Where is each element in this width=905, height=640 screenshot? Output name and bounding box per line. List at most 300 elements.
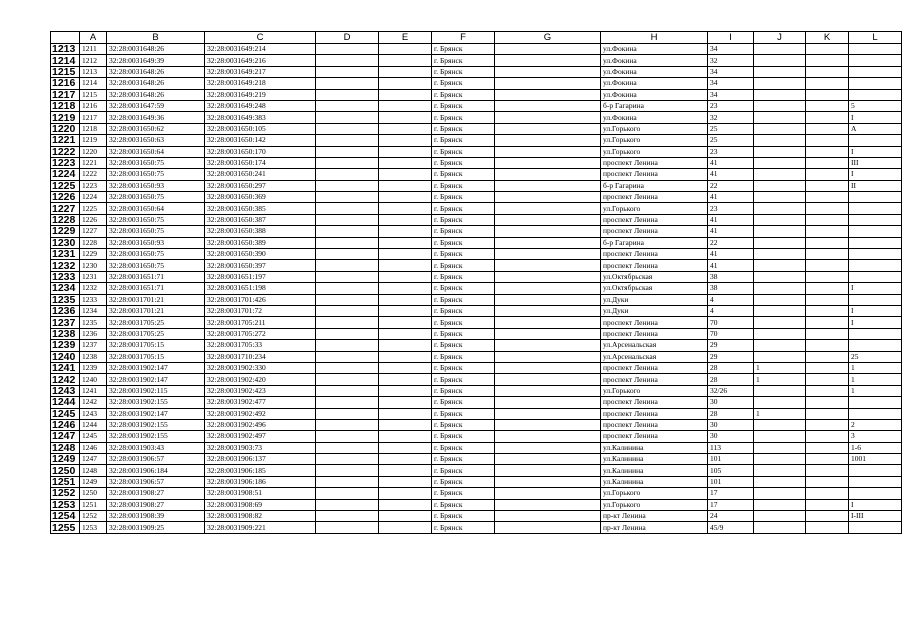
cell-i[interactable]: 45/9	[708, 522, 754, 533]
cell-a[interactable]: 1252	[80, 511, 107, 522]
cell-h[interactable]: ул.Фокина	[601, 55, 708, 66]
cell-e[interactable]	[379, 260, 432, 271]
cell-d[interactable]	[316, 397, 379, 408]
cell-k[interactable]	[806, 226, 849, 237]
cell-j[interactable]	[754, 237, 806, 248]
row-number[interactable]: 1240	[51, 351, 80, 362]
cell-d[interactable]	[316, 340, 379, 351]
cell-c[interactable]: 32:28:0031649:214	[205, 44, 316, 55]
cell-e[interactable]	[379, 305, 432, 316]
cell-l[interactable]: I	[849, 499, 902, 510]
cell-e[interactable]	[379, 317, 432, 328]
cell-b[interactable]: 32:28:0031902:147	[107, 374, 205, 385]
cell-b[interactable]: 32:28:0031650:75	[107, 260, 205, 271]
cell-l[interactable]	[849, 249, 902, 260]
cell-k[interactable]	[806, 89, 849, 100]
cell-e[interactable]	[379, 374, 432, 385]
cell-j[interactable]	[754, 100, 806, 111]
cell-f[interactable]: г. Брянск	[432, 157, 495, 168]
cell-d[interactable]	[316, 408, 379, 419]
cell-j[interactable]	[754, 55, 806, 66]
cell-k[interactable]	[806, 522, 849, 533]
column-header-k[interactable]: K	[806, 32, 849, 44]
cell-f[interactable]: г. Брянск	[432, 442, 495, 453]
cell-j[interactable]: 1	[754, 362, 806, 373]
cell-g[interactable]	[495, 305, 601, 316]
cell-b[interactable]: 32:28:0031650:75	[107, 169, 205, 180]
column-header-l[interactable]: L	[849, 32, 902, 44]
row-number[interactable]: 1218	[51, 100, 80, 111]
cell-e[interactable]	[379, 135, 432, 146]
cell-a[interactable]: 1236	[80, 328, 107, 339]
cell-k[interactable]	[806, 55, 849, 66]
cell-a[interactable]: 1222	[80, 169, 107, 180]
cell-d[interactable]	[316, 476, 379, 487]
cell-j[interactable]	[754, 78, 806, 89]
cell-f[interactable]: г. Брянск	[432, 89, 495, 100]
cell-d[interactable]	[316, 454, 379, 465]
cell-c[interactable]: 32:28:0031649:217	[205, 66, 316, 77]
cell-j[interactable]	[754, 442, 806, 453]
cell-h[interactable]: проспект Ленина	[601, 419, 708, 430]
cell-e[interactable]	[379, 157, 432, 168]
cell-c[interactable]: 32:28:0031902:330	[205, 362, 316, 373]
cell-c[interactable]: 32:28:0031902:420	[205, 374, 316, 385]
cell-e[interactable]	[379, 511, 432, 522]
cell-g[interactable]	[495, 362, 601, 373]
cell-l[interactable]: A	[849, 123, 902, 134]
cell-g[interactable]	[495, 499, 601, 510]
cell-g[interactable]	[495, 328, 601, 339]
cell-f[interactable]: г. Брянск	[432, 283, 495, 294]
cell-g[interactable]	[495, 135, 601, 146]
cell-h[interactable]: ул.Фокина	[601, 89, 708, 100]
row-number[interactable]: 1228	[51, 214, 80, 225]
cell-i[interactable]: 41	[708, 226, 754, 237]
cell-k[interactable]	[806, 511, 849, 522]
cell-j[interactable]	[754, 385, 806, 396]
row-number[interactable]: 1232	[51, 260, 80, 271]
column-header-j[interactable]: J	[754, 32, 806, 44]
cell-k[interactable]	[806, 271, 849, 282]
cell-l[interactable]: 1	[849, 374, 902, 385]
cell-c[interactable]: 32:28:0031902:477	[205, 397, 316, 408]
cell-a[interactable]: 1244	[80, 419, 107, 430]
cell-i[interactable]: 28	[708, 408, 754, 419]
cell-i[interactable]: 22	[708, 237, 754, 248]
cell-l[interactable]	[849, 192, 902, 203]
cell-h[interactable]: проспект Ленина	[601, 408, 708, 419]
cell-d[interactable]	[316, 351, 379, 362]
cell-k[interactable]	[806, 146, 849, 157]
cell-h[interactable]: ул.Калинина	[601, 454, 708, 465]
cell-j[interactable]: 1	[754, 374, 806, 385]
cell-i[interactable]: 38	[708, 271, 754, 282]
cell-a[interactable]: 1225	[80, 203, 107, 214]
cell-a[interactable]: 1247	[80, 454, 107, 465]
cell-f[interactable]: г. Брянск	[432, 180, 495, 191]
cell-i[interactable]: 25	[708, 123, 754, 134]
cell-k[interactable]	[806, 192, 849, 203]
cell-d[interactable]	[316, 123, 379, 134]
row-number[interactable]: 1216	[51, 78, 80, 89]
cell-i[interactable]: 30	[708, 419, 754, 430]
cell-h[interactable]: проспект Ленина	[601, 226, 708, 237]
cell-f[interactable]: г. Брянск	[432, 351, 495, 362]
cell-k[interactable]	[806, 488, 849, 499]
cell-f[interactable]: г. Брянск	[432, 260, 495, 271]
cell-k[interactable]	[806, 294, 849, 305]
row-number[interactable]: 1245	[51, 408, 80, 419]
cell-g[interactable]	[495, 100, 601, 111]
cell-c[interactable]: 32:28:0031649:219	[205, 89, 316, 100]
cell-l[interactable]: I	[849, 317, 902, 328]
row-number[interactable]: 1237	[51, 317, 80, 328]
cell-f[interactable]: г. Брянск	[432, 112, 495, 123]
cell-i[interactable]: 17	[708, 488, 754, 499]
cell-b[interactable]: 32:28:0031701:21	[107, 294, 205, 305]
cell-h[interactable]: ул.Горького	[601, 499, 708, 510]
cell-d[interactable]	[316, 112, 379, 123]
cell-k[interactable]	[806, 328, 849, 339]
cell-c[interactable]: 32:28:0031650:170	[205, 146, 316, 157]
cell-h[interactable]: пр-кт Ленина	[601, 522, 708, 533]
cell-i[interactable]: 41	[708, 260, 754, 271]
cell-d[interactable]	[316, 226, 379, 237]
cell-a[interactable]: 1214	[80, 78, 107, 89]
cell-a[interactable]: 1223	[80, 180, 107, 191]
cell-k[interactable]	[806, 385, 849, 396]
cell-c[interactable]: 32:28:0031710:234	[205, 351, 316, 362]
cell-i[interactable]: 29	[708, 340, 754, 351]
cell-c[interactable]: 32:28:0031705:272	[205, 328, 316, 339]
cell-k[interactable]	[806, 260, 849, 271]
cell-e[interactable]	[379, 431, 432, 442]
cell-c[interactable]: 32:28:0031650:174	[205, 157, 316, 168]
column-header-a[interactable]: A	[80, 32, 107, 44]
cell-c[interactable]: 32:28:0031902:492	[205, 408, 316, 419]
cell-c[interactable]: 32:28:0031650:389	[205, 237, 316, 248]
cell-a[interactable]: 1249	[80, 476, 107, 487]
cell-h[interactable]: ул.Октябрьская	[601, 271, 708, 282]
cell-c[interactable]: 32:28:0031650:369	[205, 192, 316, 203]
cell-b[interactable]: 32:28:0031705:25	[107, 317, 205, 328]
cell-d[interactable]	[316, 55, 379, 66]
cell-i[interactable]: 25	[708, 135, 754, 146]
row-number[interactable]: 1239	[51, 340, 80, 351]
cell-c[interactable]: 32:28:0031705:211	[205, 317, 316, 328]
cell-b[interactable]: 32:28:0031648:26	[107, 78, 205, 89]
cell-h[interactable]: ул.Фокина	[601, 44, 708, 55]
cell-l[interactable]: I	[849, 112, 902, 123]
cell-g[interactable]	[495, 454, 601, 465]
cell-b[interactable]: 32:28:0031705:25	[107, 328, 205, 339]
cell-a[interactable]: 1221	[80, 157, 107, 168]
cell-i[interactable]: 23	[708, 146, 754, 157]
column-header-h[interactable]: H	[601, 32, 708, 44]
cell-j[interactable]	[754, 397, 806, 408]
cell-b[interactable]: 32:28:0031649:36	[107, 112, 205, 123]
cell-f[interactable]: г. Брянск	[432, 44, 495, 55]
cell-l[interactable]: 1-6	[849, 442, 902, 453]
cell-h[interactable]: ул.Арсенальская	[601, 351, 708, 362]
cell-h[interactable]: ул.Горького	[601, 135, 708, 146]
cell-g[interactable]	[495, 203, 601, 214]
cell-i[interactable]: 32	[708, 55, 754, 66]
cell-h[interactable]: ул.Горького	[601, 385, 708, 396]
cell-k[interactable]	[806, 112, 849, 123]
cell-c[interactable]: 32:28:0031650:142	[205, 135, 316, 146]
cell-e[interactable]	[379, 442, 432, 453]
cell-l[interactable]: I	[849, 169, 902, 180]
cell-b[interactable]: 32:28:0031650:75	[107, 192, 205, 203]
cell-a[interactable]: 1232	[80, 283, 107, 294]
cell-g[interactable]	[495, 192, 601, 203]
cell-g[interactable]	[495, 511, 601, 522]
cell-j[interactable]	[754, 146, 806, 157]
cell-c[interactable]: 32:28:0031902:497	[205, 431, 316, 442]
cell-j[interactable]	[754, 511, 806, 522]
cell-i[interactable]: 41	[708, 169, 754, 180]
cell-l[interactable]	[849, 408, 902, 419]
cell-f[interactable]: г. Брянск	[432, 511, 495, 522]
cell-i[interactable]: 34	[708, 44, 754, 55]
cell-l[interactable]	[849, 294, 902, 305]
cell-h[interactable]: проспект Ленина	[601, 192, 708, 203]
cell-c[interactable]: 32:28:0031705:33	[205, 340, 316, 351]
cell-e[interactable]	[379, 89, 432, 100]
cell-b[interactable]: 32:28:0031909:25	[107, 522, 205, 533]
cell-b[interactable]: 32:28:0031906:57	[107, 454, 205, 465]
cell-d[interactable]	[316, 328, 379, 339]
cell-j[interactable]	[754, 192, 806, 203]
cell-g[interactable]	[495, 226, 601, 237]
row-number[interactable]: 1214	[51, 55, 80, 66]
cell-i[interactable]: 41	[708, 192, 754, 203]
cell-a[interactable]: 1238	[80, 351, 107, 362]
cell-d[interactable]	[316, 203, 379, 214]
cell-c[interactable]: 32:28:0031650:385	[205, 203, 316, 214]
cell-a[interactable]: 1215	[80, 89, 107, 100]
row-number[interactable]: 1254	[51, 511, 80, 522]
cell-l[interactable]	[849, 237, 902, 248]
cell-b[interactable]: 32:28:0031902:155	[107, 431, 205, 442]
cell-b[interactable]: 32:28:0031650:64	[107, 203, 205, 214]
cell-b[interactable]: 32:28:0031908:39	[107, 511, 205, 522]
cell-e[interactable]	[379, 214, 432, 225]
cell-h[interactable]: проспект Ленина	[601, 157, 708, 168]
cell-h[interactable]: проспект Ленина	[601, 169, 708, 180]
cell-d[interactable]	[316, 135, 379, 146]
cell-h[interactable]: ул.Горького	[601, 123, 708, 134]
cell-l[interactable]	[849, 226, 902, 237]
cell-l[interactable]	[849, 476, 902, 487]
cell-i[interactable]: 38	[708, 283, 754, 294]
cell-h[interactable]: проспект Ленина	[601, 374, 708, 385]
cell-a[interactable]: 1245	[80, 431, 107, 442]
row-number[interactable]: 1235	[51, 294, 80, 305]
cell-j[interactable]	[754, 135, 806, 146]
cell-d[interactable]	[316, 78, 379, 89]
cell-l[interactable]	[849, 328, 902, 339]
cell-k[interactable]	[806, 419, 849, 430]
cell-e[interactable]	[379, 499, 432, 510]
cell-j[interactable]	[754, 66, 806, 77]
column-header-c[interactable]: C	[205, 32, 316, 44]
cell-d[interactable]	[316, 488, 379, 499]
cell-a[interactable]: 1227	[80, 226, 107, 237]
row-number[interactable]: 1222	[51, 146, 80, 157]
cell-j[interactable]	[754, 454, 806, 465]
cell-h[interactable]: проспект Ленина	[601, 260, 708, 271]
cell-k[interactable]	[806, 305, 849, 316]
cell-g[interactable]	[495, 66, 601, 77]
cell-h[interactable]: проспект Ленина	[601, 362, 708, 373]
cell-f[interactable]: г. Брянск	[432, 465, 495, 476]
cell-g[interactable]	[495, 55, 601, 66]
cell-e[interactable]	[379, 180, 432, 191]
cell-j[interactable]	[754, 465, 806, 476]
cell-j[interactable]	[754, 431, 806, 442]
cell-g[interactable]	[495, 89, 601, 100]
cell-g[interactable]	[495, 351, 601, 362]
row-number[interactable]: 1231	[51, 249, 80, 260]
cell-l[interactable]	[849, 78, 902, 89]
cell-l[interactable]	[849, 89, 902, 100]
cell-l[interactable]: 1	[849, 362, 902, 373]
cell-l[interactable]: I	[849, 305, 902, 316]
cell-j[interactable]	[754, 317, 806, 328]
cell-d[interactable]	[316, 271, 379, 282]
cell-l[interactable]: 1001	[849, 454, 902, 465]
cell-l[interactable]	[849, 135, 902, 146]
cell-c[interactable]: 32:28:0031650:397	[205, 260, 316, 271]
cell-l[interactable]: 5	[849, 100, 902, 111]
cell-f[interactable]: г. Брянск	[432, 317, 495, 328]
cell-g[interactable]	[495, 112, 601, 123]
cell-f[interactable]: г. Брянск	[432, 169, 495, 180]
cell-h[interactable]: б-р Гагарина	[601, 237, 708, 248]
cell-k[interactable]	[806, 100, 849, 111]
cell-j[interactable]	[754, 89, 806, 100]
cell-i[interactable]: 28	[708, 362, 754, 373]
cell-i[interactable]: 70	[708, 317, 754, 328]
cell-d[interactable]	[316, 214, 379, 225]
cell-f[interactable]: г. Брянск	[432, 488, 495, 499]
cell-b[interactable]: 32:28:0031650:93	[107, 237, 205, 248]
cell-h[interactable]: ул.Калинина	[601, 465, 708, 476]
cell-a[interactable]: 1229	[80, 249, 107, 260]
cell-k[interactable]	[806, 431, 849, 442]
cell-i[interactable]: 22	[708, 180, 754, 191]
cell-h[interactable]: проспект Ленина	[601, 328, 708, 339]
cell-l[interactable]	[849, 465, 902, 476]
cell-d[interactable]	[316, 317, 379, 328]
corner-cell[interactable]	[51, 32, 80, 44]
cell-f[interactable]: г. Брянск	[432, 271, 495, 282]
cell-a[interactable]: 1234	[80, 305, 107, 316]
cell-i[interactable]: 4	[708, 294, 754, 305]
cell-k[interactable]	[806, 408, 849, 419]
cell-g[interactable]	[495, 465, 601, 476]
cell-g[interactable]	[495, 78, 601, 89]
cell-d[interactable]	[316, 431, 379, 442]
cell-a[interactable]: 1246	[80, 442, 107, 453]
cell-f[interactable]: г. Брянск	[432, 362, 495, 373]
cell-d[interactable]	[316, 442, 379, 453]
row-number[interactable]: 1236	[51, 305, 80, 316]
cell-k[interactable]	[806, 476, 849, 487]
cell-a[interactable]: 1251	[80, 499, 107, 510]
cell-d[interactable]	[316, 511, 379, 522]
row-number[interactable]: 1227	[51, 203, 80, 214]
cell-l[interactable]	[849, 203, 902, 214]
cell-e[interactable]	[379, 488, 432, 499]
cell-c[interactable]: 32:28:0031650:388	[205, 226, 316, 237]
cell-b[interactable]: 32:28:0031650:63	[107, 135, 205, 146]
cell-k[interactable]	[806, 283, 849, 294]
cell-l[interactable]	[849, 214, 902, 225]
cell-f[interactable]: г. Брянск	[432, 123, 495, 134]
cell-i[interactable]: 23	[708, 203, 754, 214]
cell-j[interactable]	[754, 203, 806, 214]
cell-h[interactable]: ул.Фокина	[601, 112, 708, 123]
cell-a[interactable]: 1235	[80, 317, 107, 328]
cell-g[interactable]	[495, 294, 601, 305]
cell-g[interactable]	[495, 146, 601, 157]
cell-i[interactable]: 32/26	[708, 385, 754, 396]
cell-e[interactable]	[379, 203, 432, 214]
cell-f[interactable]: г. Брянск	[432, 476, 495, 487]
cell-k[interactable]	[806, 203, 849, 214]
cell-l[interactable]	[849, 397, 902, 408]
cell-c[interactable]: 32:28:0031649:248	[205, 100, 316, 111]
cell-i[interactable]: 101	[708, 476, 754, 487]
cell-j[interactable]	[754, 226, 806, 237]
cell-d[interactable]	[316, 283, 379, 294]
cell-j[interactable]	[754, 476, 806, 487]
cell-a[interactable]: 1242	[80, 397, 107, 408]
cell-i[interactable]: 41	[708, 249, 754, 260]
cell-k[interactable]	[806, 44, 849, 55]
cell-d[interactable]	[316, 305, 379, 316]
cell-e[interactable]	[379, 78, 432, 89]
cell-l[interactable]: 25	[849, 351, 902, 362]
cell-c[interactable]: 32:28:0031651:198	[205, 283, 316, 294]
cell-d[interactable]	[316, 192, 379, 203]
cell-j[interactable]	[754, 112, 806, 123]
cell-h[interactable]: ул.Фокина	[601, 66, 708, 77]
cell-h[interactable]: ул.Горького	[601, 203, 708, 214]
cell-g[interactable]	[495, 431, 601, 442]
cell-a[interactable]: 1216	[80, 100, 107, 111]
cell-k[interactable]	[806, 499, 849, 510]
row-number[interactable]: 1233	[51, 271, 80, 282]
column-header-b[interactable]: B	[107, 32, 205, 44]
cell-b[interactable]: 32:28:0031902:147	[107, 362, 205, 373]
cell-f[interactable]: г. Брянск	[432, 305, 495, 316]
cell-f[interactable]: г. Брянск	[432, 385, 495, 396]
cell-f[interactable]: г. Брянск	[432, 66, 495, 77]
cell-c[interactable]: 32:28:0031651:197	[205, 271, 316, 282]
cell-l[interactable]	[849, 66, 902, 77]
cell-b[interactable]: 32:28:0031908:27	[107, 488, 205, 499]
cell-i[interactable]: 23	[708, 100, 754, 111]
cell-b[interactable]: 32:28:0031903:43	[107, 442, 205, 453]
cell-a[interactable]: 1226	[80, 214, 107, 225]
cell-l[interactable]: 2	[849, 419, 902, 430]
cell-j[interactable]	[754, 260, 806, 271]
